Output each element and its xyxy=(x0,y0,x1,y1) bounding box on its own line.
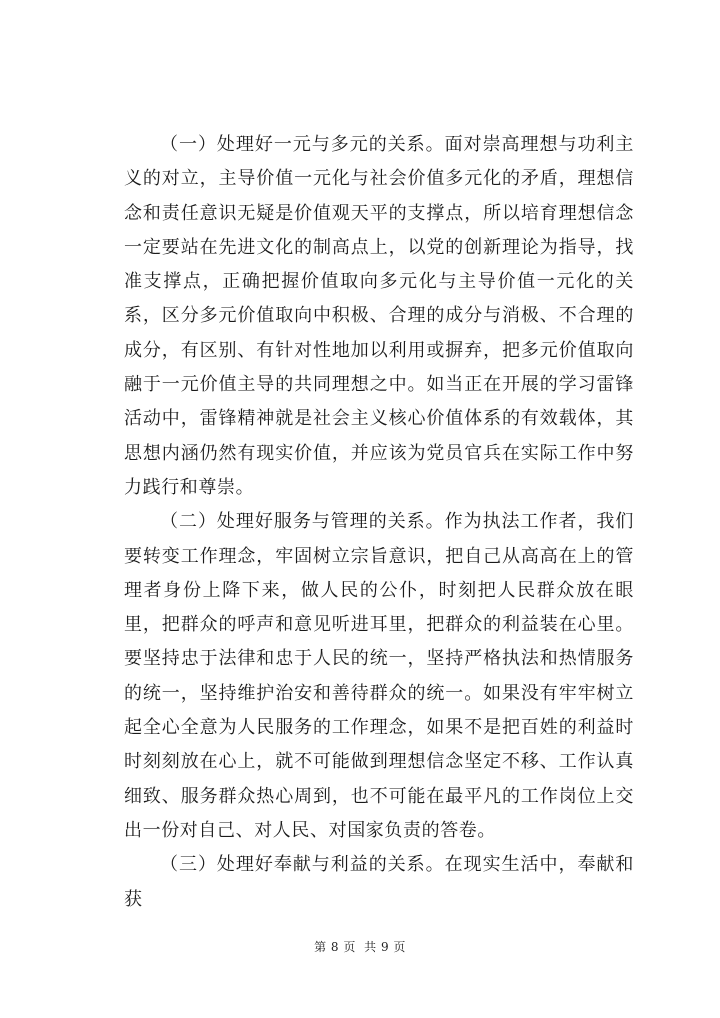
paragraph-2: （二）处理好服务与管理的关系。作为执法工作者，我们要转变工作理念，牢固树立宗旨意识，把自己从高高在上的管理者身份上降下来，做人民的公仆，时刻把人民群众放在眼里，把群众的呼声和意见听进耳里，把群众的利益装在心里。要坚持忠于法律和忠于人民的统一，坚持严格执法和热情服务的统一，坚持维护治安和善待群众的统一。如果没有牢牢树立起全心全意为人民服务的工作理念，如果不是把百姓的利益时时刻刻放在心上，就不可能做到理想信念坚定不移、工作认真细致、服务群众热心周到，也不可能在最平凡的工作岗位上交出一份对自己、对人民、对国家负责的答卷。 xyxy=(124,511,634,841)
page-total: 共 9 页 xyxy=(364,940,406,954)
page-footer xyxy=(0,938,720,955)
page-number: 第 8 页 xyxy=(314,940,356,954)
paragraph-1: （一）处理好一元与多元的关系。面对崇高理想与功利主义的对立，主导价值一元化与社会价值多元化的矛盾，理想信念和责任意识无疑是价值观天平的支撑点，所以培育理想信念一定要站在先进文化的制高点上，以党的创新理论为指导，找准支撑点，正确把握价值取向多元化与主导价值一元化的关系，区分多元价值取向中积极、合理的成分与消极、不合理的成分，有区别、有针对性地加以利用或摒弃，把多元价值取向融于一元价值主导的共同理想之中。如当正在开展的学习雷锋活动中，雷锋精神就是社会主义核心价值体系的有效载体，其思想内涵仍然有现实价值，并应该为党员官兵在实际工作中努力践行和尊崇。 xyxy=(124,134,634,498)
paragraph-3: （三）处理好奉献与利益的关系。在现实生活中，奉献和获 xyxy=(124,854,634,910)
document-body xyxy=(124,128,634,917)
